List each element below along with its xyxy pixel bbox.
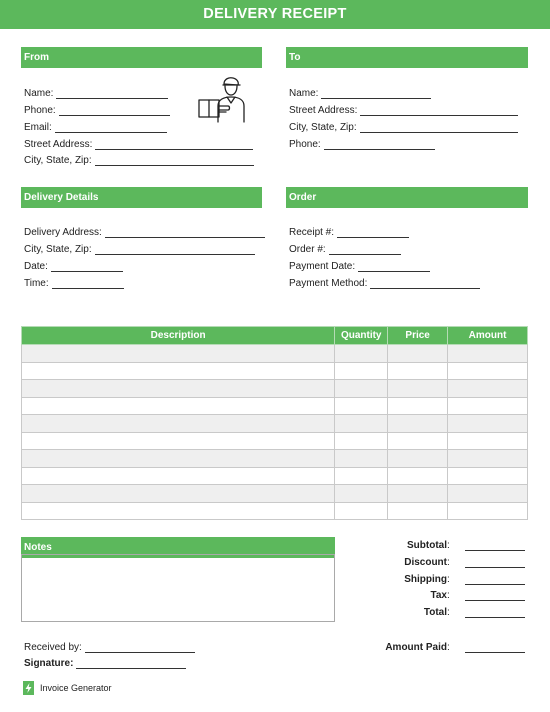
- price-cell[interactable]: [388, 432, 448, 450]
- signature-label: Signature:: [24, 658, 74, 669]
- amount-paid-label: Amount Paid: [385, 642, 447, 653]
- to-city-label: City, State, Zip:: [289, 122, 357, 133]
- items-table: [21, 326, 528, 520]
- amount-cell[interactable]: [448, 380, 528, 398]
- amount-cell[interactable]: [448, 345, 528, 363]
- price-cell[interactable]: [388, 485, 448, 503]
- subtotal-value[interactable]: [465, 540, 525, 551]
- from-name-label: Name:: [24, 88, 54, 99]
- shipping-value[interactable]: [465, 574, 525, 585]
- from-phone-field[interactable]: [24, 105, 170, 116]
- from-phone-label: Phone:: [24, 105, 56, 116]
- to-name-label: Name:: [289, 88, 319, 99]
- table-row: [22, 450, 528, 468]
- description-cell[interactable]: [22, 415, 335, 433]
- from-city-label: City, State, Zip:: [24, 155, 92, 166]
- description-cell[interactable]: [22, 397, 335, 415]
- quantity-cell[interactable]: [335, 467, 388, 485]
- price-cell[interactable]: [388, 362, 448, 380]
- payment-date-label: Payment Date:: [289, 261, 356, 272]
- tax-label: Tax: [430, 590, 447, 601]
- quantity-cell[interactable]: [335, 380, 388, 398]
- price-cell[interactable]: [388, 450, 448, 468]
- to-phone-label: Phone:: [289, 139, 321, 150]
- delivery-time-field[interactable]: [24, 278, 124, 289]
- payment-method-label: Payment Method:: [289, 278, 368, 289]
- table-row: [22, 432, 528, 450]
- price-header: Price: [388, 327, 448, 345]
- amount-cell[interactable]: [448, 485, 528, 503]
- payment-date-field[interactable]: [289, 261, 430, 272]
- discount-row: Discount :: [360, 557, 530, 571]
- amount-paid-value[interactable]: [465, 642, 525, 653]
- amount-paid-row: Amount Paid :: [360, 642, 530, 656]
- delivery-city-label: City, State, Zip:: [24, 244, 92, 255]
- delivery-address-field[interactable]: [24, 227, 265, 238]
- tax-value[interactable]: [465, 590, 525, 601]
- amount-cell[interactable]: [448, 362, 528, 380]
- receipt-number-label: Receipt #:: [289, 227, 335, 238]
- receipt-number-field[interactable]: [289, 227, 409, 238]
- to-city-field[interactable]: [289, 122, 518, 133]
- delivery-person-icon: [196, 76, 250, 124]
- amount-cell[interactable]: [448, 450, 528, 468]
- description-cell[interactable]: [22, 380, 335, 398]
- items-table-header: [22, 327, 528, 345]
- quantity-cell[interactable]: [335, 415, 388, 433]
- to-street-label: Street Address:: [289, 105, 358, 116]
- price-cell[interactable]: [388, 397, 448, 415]
- price-cell[interactable]: [388, 467, 448, 485]
- quantity-cell[interactable]: [335, 432, 388, 450]
- price-cell[interactable]: [388, 502, 448, 520]
- delivery-address-label: Delivery Address:: [24, 227, 102, 238]
- received-by-field[interactable]: [24, 642, 195, 653]
- table-row: [22, 380, 528, 398]
- notes-heading: Notes: [21, 537, 335, 558]
- from-email-field[interactable]: [24, 122, 167, 133]
- to-name-field[interactable]: [289, 88, 431, 99]
- table-row: [22, 345, 528, 363]
- description-cell[interactable]: [22, 467, 335, 485]
- from-email-label: Email:: [24, 122, 52, 133]
- subtotal-row: Subtotal :: [360, 540, 530, 554]
- price-cell[interactable]: [388, 380, 448, 398]
- table-row: [22, 362, 528, 380]
- to-street-field[interactable]: [289, 105, 518, 116]
- amount-cell[interactable]: [448, 467, 528, 485]
- shipping-label: Shipping: [404, 574, 447, 585]
- description-cell[interactable]: [22, 485, 335, 503]
- table-row: [22, 415, 528, 433]
- from-street-field[interactable]: [24, 139, 253, 150]
- from-name-field[interactable]: [24, 88, 168, 99]
- description-cell[interactable]: [22, 502, 335, 520]
- document-title: DELIVERY RECEIPT: [0, 0, 550, 29]
- order-number-field[interactable]: [289, 244, 401, 255]
- discount-label: Discount: [404, 557, 447, 568]
- price-cell[interactable]: [388, 345, 448, 363]
- amount-header: Amount: [448, 327, 528, 345]
- from-city-field[interactable]: [24, 155, 254, 166]
- delivery-heading: Delivery Details: [21, 187, 262, 208]
- description-cell[interactable]: [22, 450, 335, 468]
- price-cell[interactable]: [388, 415, 448, 433]
- to-heading: To: [286, 47, 528, 68]
- brand-name: Invoice Generator: [40, 683, 112, 693]
- description-cell[interactable]: [22, 362, 335, 380]
- to-phone-field[interactable]: [289, 139, 435, 150]
- quantity-cell[interactable]: [335, 450, 388, 468]
- order-number-label: Order #:: [289, 244, 326, 255]
- quantity-header: Quantity: [335, 327, 388, 345]
- tax-row: Tax :: [360, 590, 530, 604]
- delivery-date-field[interactable]: [24, 261, 123, 272]
- signature-field[interactable]: [24, 658, 186, 669]
- description-cell[interactable]: [22, 345, 335, 363]
- table-row: [22, 502, 528, 520]
- table-row: [22, 467, 528, 485]
- quantity-cell[interactable]: [335, 485, 388, 503]
- total-row: Total :: [360, 607, 530, 621]
- invoice-generator-logo-icon: [23, 681, 34, 695]
- delivery-time-label: Time:: [24, 278, 49, 289]
- received-by-label: Received by:: [24, 642, 82, 653]
- delivery-date-label: Date:: [24, 261, 48, 272]
- quantity-cell[interactable]: [335, 362, 388, 380]
- description-header: Description: [22, 327, 335, 345]
- subtotal-label: Subtotal: [407, 540, 447, 551]
- notes-textbox[interactable]: [21, 554, 335, 622]
- quantity-cell[interactable]: [335, 397, 388, 415]
- quantity-cell[interactable]: [335, 502, 388, 520]
- amount-cell[interactable]: [448, 502, 528, 520]
- quantity-cell[interactable]: [335, 345, 388, 363]
- amount-cell[interactable]: [448, 432, 528, 450]
- order-heading: Order: [286, 187, 528, 208]
- from-street-label: Street Address:: [24, 139, 93, 150]
- table-row: [22, 397, 528, 415]
- table-row: [22, 485, 528, 503]
- description-cell[interactable]: [22, 432, 335, 450]
- amount-cell[interactable]: [448, 415, 528, 433]
- amount-cell[interactable]: [448, 397, 528, 415]
- delivery-city-field[interactable]: [24, 244, 255, 255]
- discount-value[interactable]: [465, 557, 525, 568]
- total-label: Total: [423, 607, 447, 618]
- invoice-generator-brand: [23, 681, 112, 695]
- payment-method-field[interactable]: [289, 278, 480, 289]
- shipping-row: Shipping :: [360, 574, 530, 588]
- from-heading: From: [21, 47, 262, 68]
- total-value[interactable]: [465, 607, 525, 618]
